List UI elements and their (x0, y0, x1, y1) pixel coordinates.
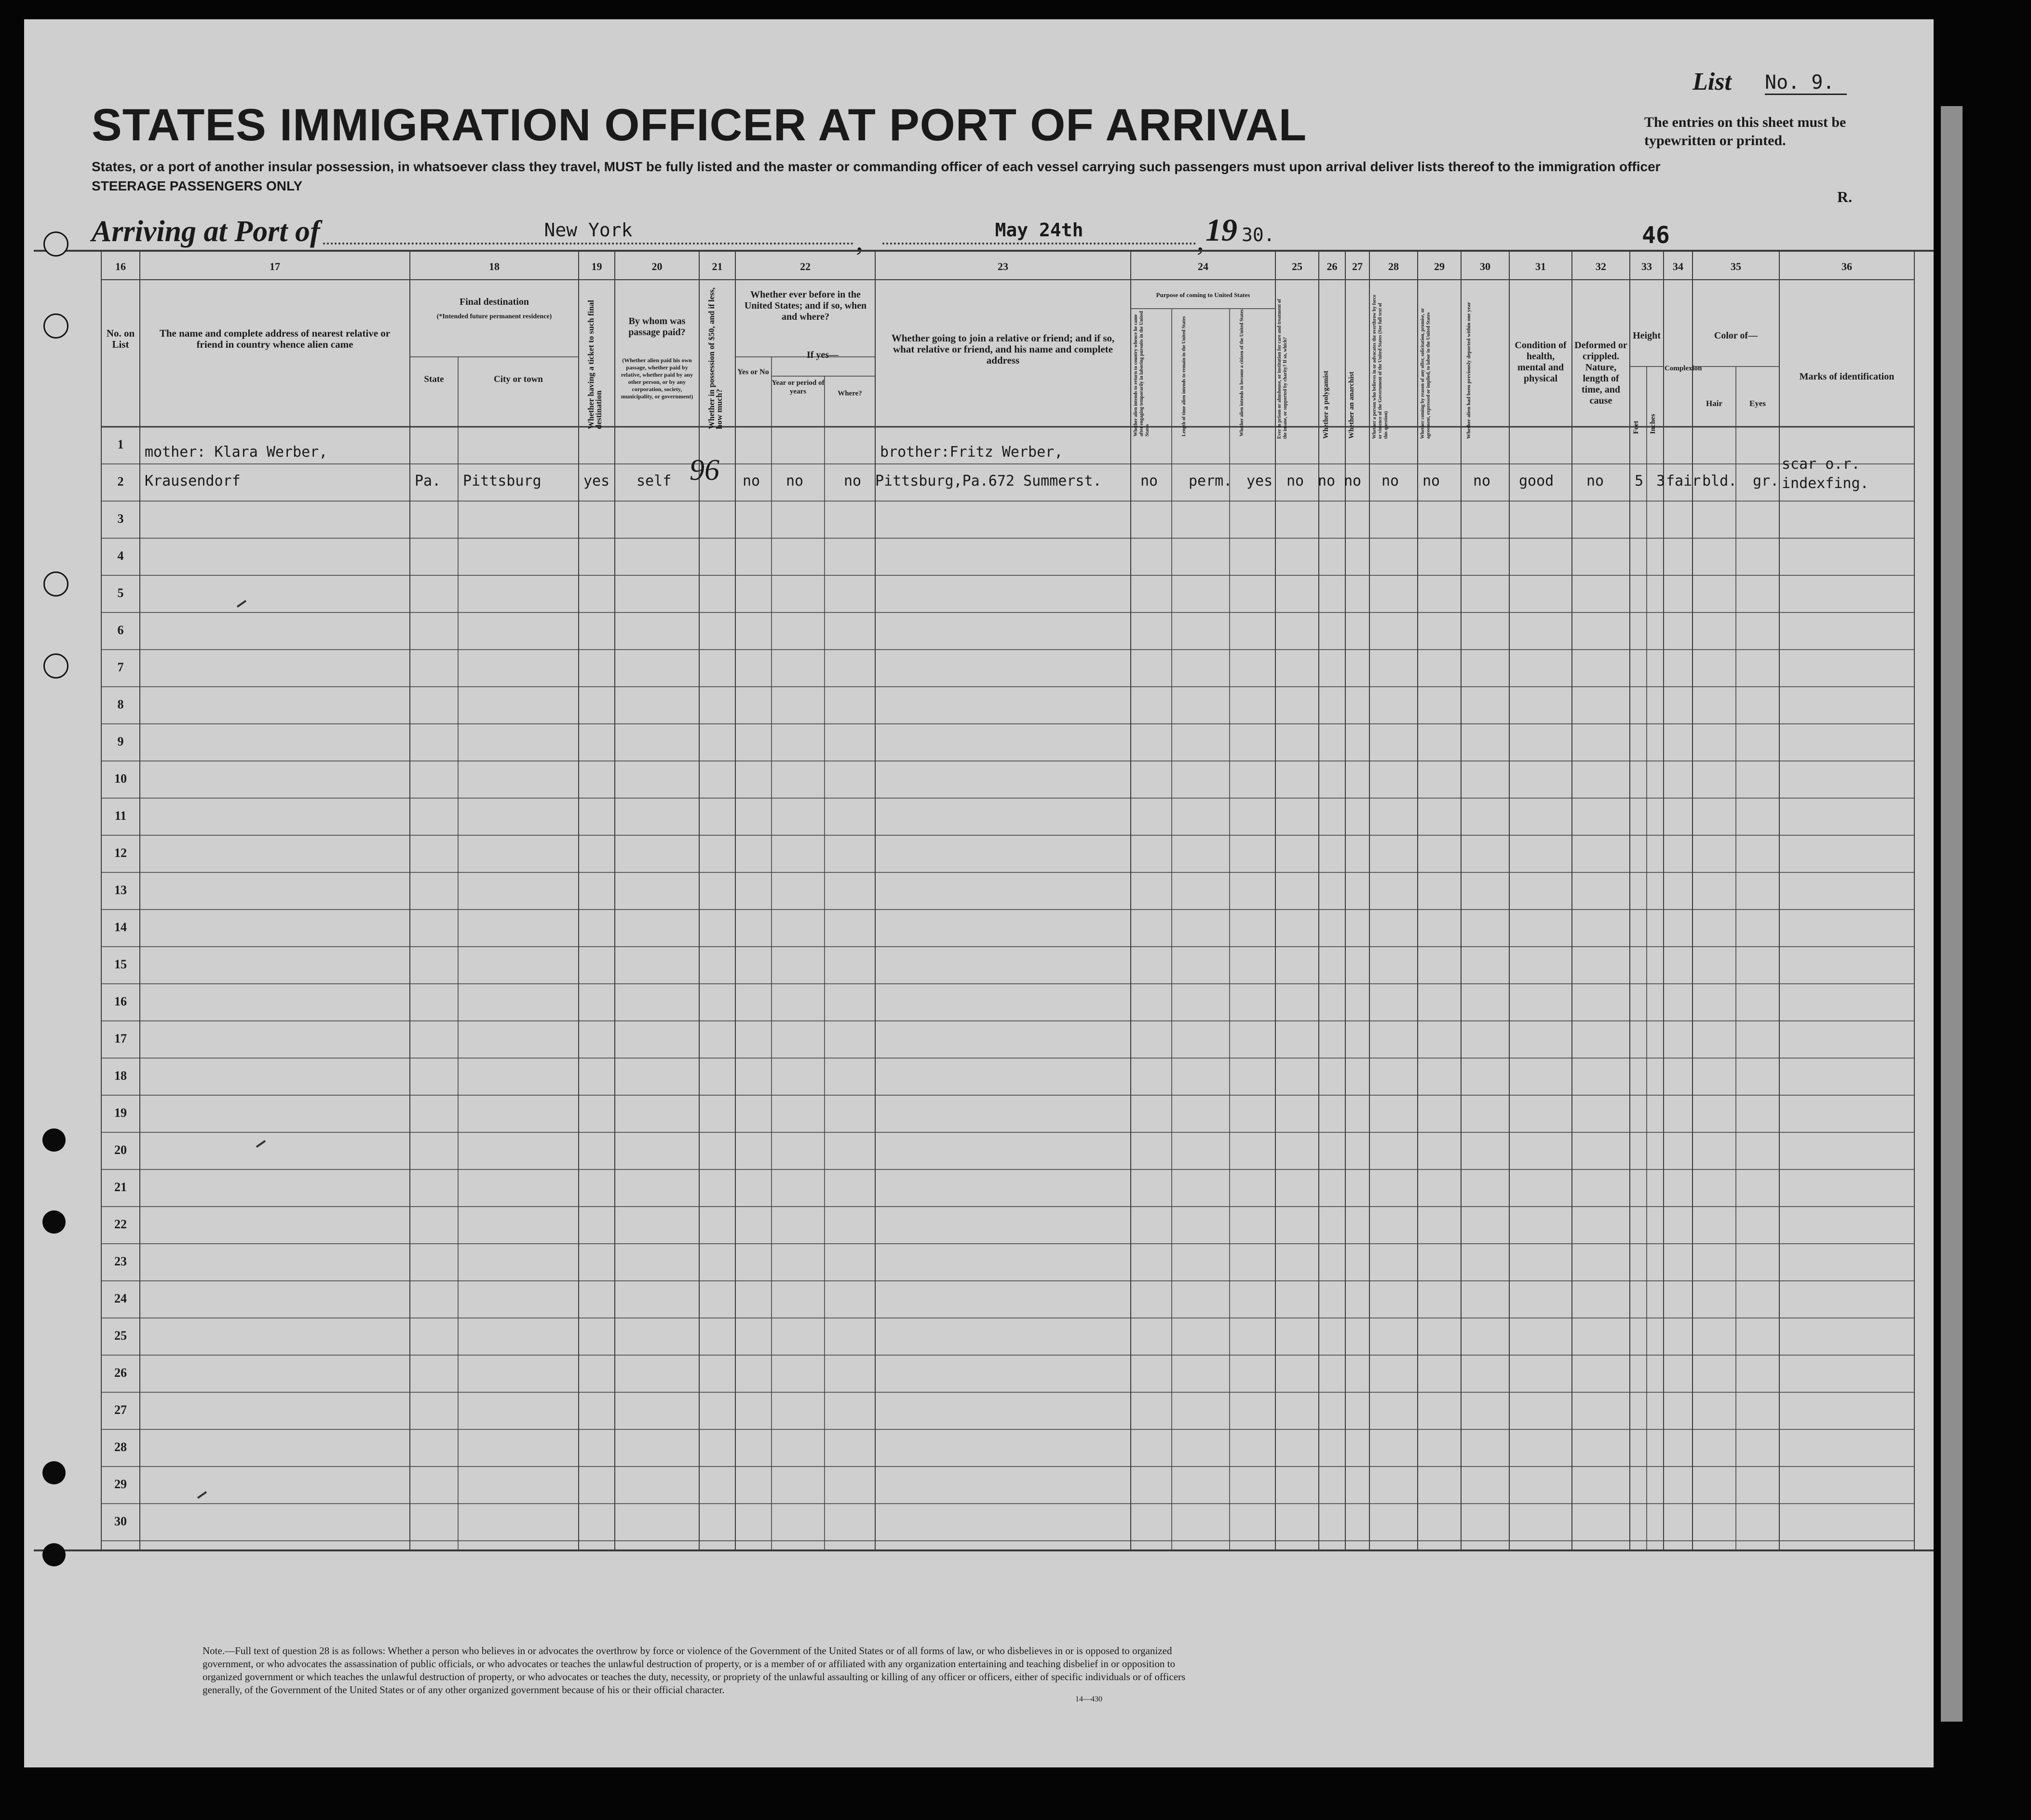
header-ticket: Whether having a ticket to such final destination (586, 300, 603, 429)
col-num-27: 27 (1352, 260, 1363, 272)
col-num-28: 28 (1388, 260, 1399, 272)
row-number: 9 (117, 734, 124, 748)
header-purpose-citizen: Whether alien intends to become a citizen of the United States (1239, 309, 1245, 436)
row-number: 17 (114, 1032, 127, 1046)
entry-deformed: no (1586, 473, 1604, 489)
entry-ticket: yes (583, 473, 610, 489)
row-number: 22 (114, 1217, 127, 1231)
form-number: 14—430 (1075, 1695, 1102, 1703)
row-number: 18 (114, 1069, 127, 1083)
col-num-32: 32 (1596, 260, 1606, 272)
row-number: 5 (117, 586, 124, 600)
header-health: Condition of health, mental and physical (1515, 340, 1567, 384)
header-money: Whether in possession of $50, and if less, how much? (707, 287, 724, 429)
entry-complexion: fair (1666, 473, 1701, 489)
row-number: 4 (117, 549, 124, 563)
header-polygamist: Whether a polygamist (1322, 370, 1330, 439)
col-num-33: 33 (1641, 260, 1652, 272)
col-num-35: 35 (1731, 260, 1741, 272)
header-passage-paid-sub: (Whether alien paid his own passage, whether paid by relative, whether paid by any other person, or by any corporation, society, municipality, or government) (621, 357, 693, 400)
row-number: 26 (114, 1366, 127, 1380)
row-number: 2 (117, 475, 124, 489)
binder-hole (42, 1543, 66, 1566)
row-number: 1 (117, 437, 124, 451)
col-num-23: 23 (998, 260, 1008, 272)
header-final-destination-sub: (*Intended future permanent residence) (436, 313, 552, 320)
row-number: 12 (114, 846, 127, 860)
comma: , (856, 225, 863, 257)
header-join-relative: Whether going to join a relative or friend; and if so, what relative or friend, and his name and complete address (891, 332, 1115, 366)
entry-relative-line1: mother: Klara Werber, (145, 444, 328, 461)
entry-length: perm. (1189, 473, 1232, 489)
binder-hole (43, 571, 68, 597)
entry-ever-before: no (743, 473, 760, 489)
header-passage-paid: By whom was passage paid? (628, 316, 686, 338)
comma: , (1197, 225, 1204, 257)
row-number: 10 (114, 772, 127, 786)
col-num-21: 21 (712, 260, 723, 272)
footnote-question-28: Note.—Full text of question 28 is as follows: Whether a person who believes in or advocates the overthrow by force or violence of the Government of the United States or of all forms of law, or who disbelieves in or is opposed to organized government, or who advocates the assassination of public officials, or who advocates or teaches the unlawful destruction of property, or is a member of or affiliated with any organization entertaining and teaching disbelief in or opposition to organized government or which teaches the unlawful destruction of property, or who advocates or teaches the duty, necessity, or propriety of the unlawful assaulting or killing of any officer or officers, either of specific individuals or of officers generally, of the Government of the United States or of any other organized government because of his or their official character. (203, 1645, 1186, 1696)
col-num-31: 31 (1535, 260, 1546, 272)
header-eyes: Eyes (1749, 399, 1766, 408)
col-num-22: 22 (800, 260, 811, 272)
port-field: New York (323, 219, 853, 244)
row-number: 23 (114, 1254, 127, 1268)
year-suffix: 30. (1242, 224, 1275, 245)
binder-hole (42, 1128, 66, 1152)
col-num-18: 18 (489, 260, 500, 272)
arriving-label: Arriving at Port of (92, 215, 320, 248)
col-num-19: 19 (591, 260, 602, 272)
entry-inches: 3 (1656, 473, 1665, 489)
header-where: Where? (838, 390, 862, 397)
binder-hole (42, 1461, 66, 1484)
col-num-34: 34 (1673, 260, 1683, 272)
entry-eyes: gr. (1753, 473, 1779, 489)
entry-marks-line2: indexfing. (1782, 475, 1869, 492)
instruction-text: States, or a port of another insular possession, in whatsoever class they travel, MUST be fully listed and the master or commanding officer of each vessel carrying such passengers must upon arrival deliver lists thereof to the immigration officer (92, 159, 1661, 174)
col-num-36: 36 (1841, 260, 1852, 272)
row-number: 7 (117, 660, 124, 674)
header-city: City or town (493, 374, 543, 384)
header-height: Height (1633, 330, 1661, 341)
entry-paid-by: self (636, 473, 672, 489)
year-prefix: 19 (1205, 213, 1237, 248)
entry-health: good (1519, 473, 1554, 489)
header-complexion: Complexion (1665, 365, 1702, 372)
col-num-17: 17 (270, 260, 280, 272)
header-purpose-return: Whether alien intends to return to country whence he came after engaging temporarily in laboring pursuits in the United States (1133, 311, 1150, 436)
entry-citizen: yes (1246, 473, 1273, 489)
col-num-20: 20 (651, 260, 663, 272)
header-overthrow: Whether a person who believes in or advocates the overthrow by force or violence of the Government of the United States (See full text of this question) (1372, 295, 1389, 439)
col-num-26: 26 (1327, 260, 1338, 272)
header-labor-offer: Whether coming by reason of any offer, solicitation, promise, or agreement, expressed or implied, to labor in the United States (1420, 308, 1431, 439)
row-number: 30 (114, 1514, 127, 1528)
entry-money-handwritten: 96 (690, 454, 719, 487)
header-deformed: Deformed or crippled. Nature, length of time, and cause (1574, 340, 1627, 406)
header-anarchist: Whether an anarchist (1348, 371, 1355, 439)
row-number: 8 (117, 697, 124, 711)
header-nearest-relative: The name and complete address of nearest relative or friend in country whence alien came (159, 327, 391, 350)
list-label: List (1692, 68, 1732, 95)
page-edge-shadow (1941, 106, 1963, 1722)
binder-hole (43, 313, 68, 339)
row-number: 29 (114, 1477, 127, 1491)
list-number: No. 9. (1765, 71, 1847, 95)
header-yes-or-no: Yes or No (737, 368, 769, 376)
row-number: 27 (114, 1403, 127, 1417)
entry-marks-line1: scar o.r. (1782, 456, 1860, 473)
header-state: State (424, 374, 444, 384)
binder-hole (43, 231, 68, 257)
header-if-yes: If yes— (806, 350, 839, 360)
row-number: 28 (114, 1440, 127, 1454)
entry-where: no (844, 473, 862, 489)
steerage-note: STEERAGE PASSENGERS ONLY (92, 178, 303, 193)
col-num-29: 29 (1434, 260, 1445, 272)
row-number: 25 (114, 1329, 127, 1343)
header-no-on-list: No. on List (106, 327, 135, 350)
entry-anarchist: no (1344, 473, 1362, 489)
page-number: 46 (1642, 222, 1670, 249)
row-number: 11 (114, 809, 127, 823)
row-number: 20 (114, 1143, 127, 1157)
col-num-16: 16 (115, 260, 126, 272)
col-num-24: 24 (1198, 260, 1208, 272)
header-color-of: Color of— (1714, 330, 1758, 341)
header-deported: Whether alien had been previously deported within one year (1466, 302, 1472, 439)
row-number: 6 (117, 623, 124, 637)
binder-hole (43, 653, 68, 679)
row-number: 21 (114, 1180, 127, 1194)
date-field: May 24th (882, 219, 1196, 244)
entry-return: no (1140, 473, 1158, 489)
header-final-destination: Final destination (460, 297, 529, 307)
entry-feet: 5 (1635, 473, 1644, 489)
row-number: 16 (114, 994, 127, 1008)
row-number: 3 (117, 512, 124, 526)
col-num-30: 30 (1480, 260, 1490, 272)
header-inches: Inches (1649, 414, 1657, 434)
row-number: 13 (114, 883, 127, 897)
header-marks: Marks of identification (1799, 371, 1895, 382)
header-purpose-length: Length of time alien intends to remain in the United States (1181, 316, 1187, 436)
row-number: 19 (114, 1106, 127, 1120)
entry-year: no (786, 473, 804, 489)
manifest-sheet (24, 19, 1934, 1767)
entry-prison: no (1286, 473, 1304, 489)
r-mark: R. (1837, 188, 1853, 205)
col-num-25: 25 (1292, 260, 1302, 272)
entry-city: Pittsburg (463, 473, 542, 489)
entry-hair: bld. (1702, 473, 1737, 489)
entry-state: Pa. (415, 473, 441, 489)
entry-relative-line2: Krausendorf (145, 473, 241, 489)
entry-polygamist: no (1318, 473, 1336, 489)
table-grid (24, 19, 1934, 1767)
header-ever-before: Whether ever before in the United States; and if so, when and where? (744, 289, 867, 322)
header-year: Year or period of years (772, 379, 825, 395)
entry-labor-offer: no (1422, 473, 1440, 489)
entry-join-line2: Pittsburg,Pa.672 Summerst. (875, 473, 1102, 489)
row-number: 24 (114, 1291, 127, 1305)
header-prison: Ever in prison or almshouse, or institution for care and treatment of the insane, or supported by charity? If so, which? (1277, 299, 1288, 439)
page-title: STATES IMMIGRATION OFFICER AT PORT OF ARRIVAL (92, 99, 1307, 150)
header-hair: Hair (1706, 399, 1722, 408)
row-number: 14 (114, 920, 127, 934)
header-feet: Feet (1632, 421, 1640, 434)
entry-overthrow: no (1381, 473, 1399, 489)
entry-deported: no (1473, 473, 1491, 489)
entry-join-line1: brother:Fritz Werber, (880, 444, 1063, 461)
entries-note: The entries on this sheet must be typewritten or printed. (1644, 114, 1846, 149)
binder-hole (42, 1210, 66, 1234)
header-purpose: Purpose of coming to United States (1156, 291, 1250, 299)
row-number: 15 (114, 957, 127, 971)
